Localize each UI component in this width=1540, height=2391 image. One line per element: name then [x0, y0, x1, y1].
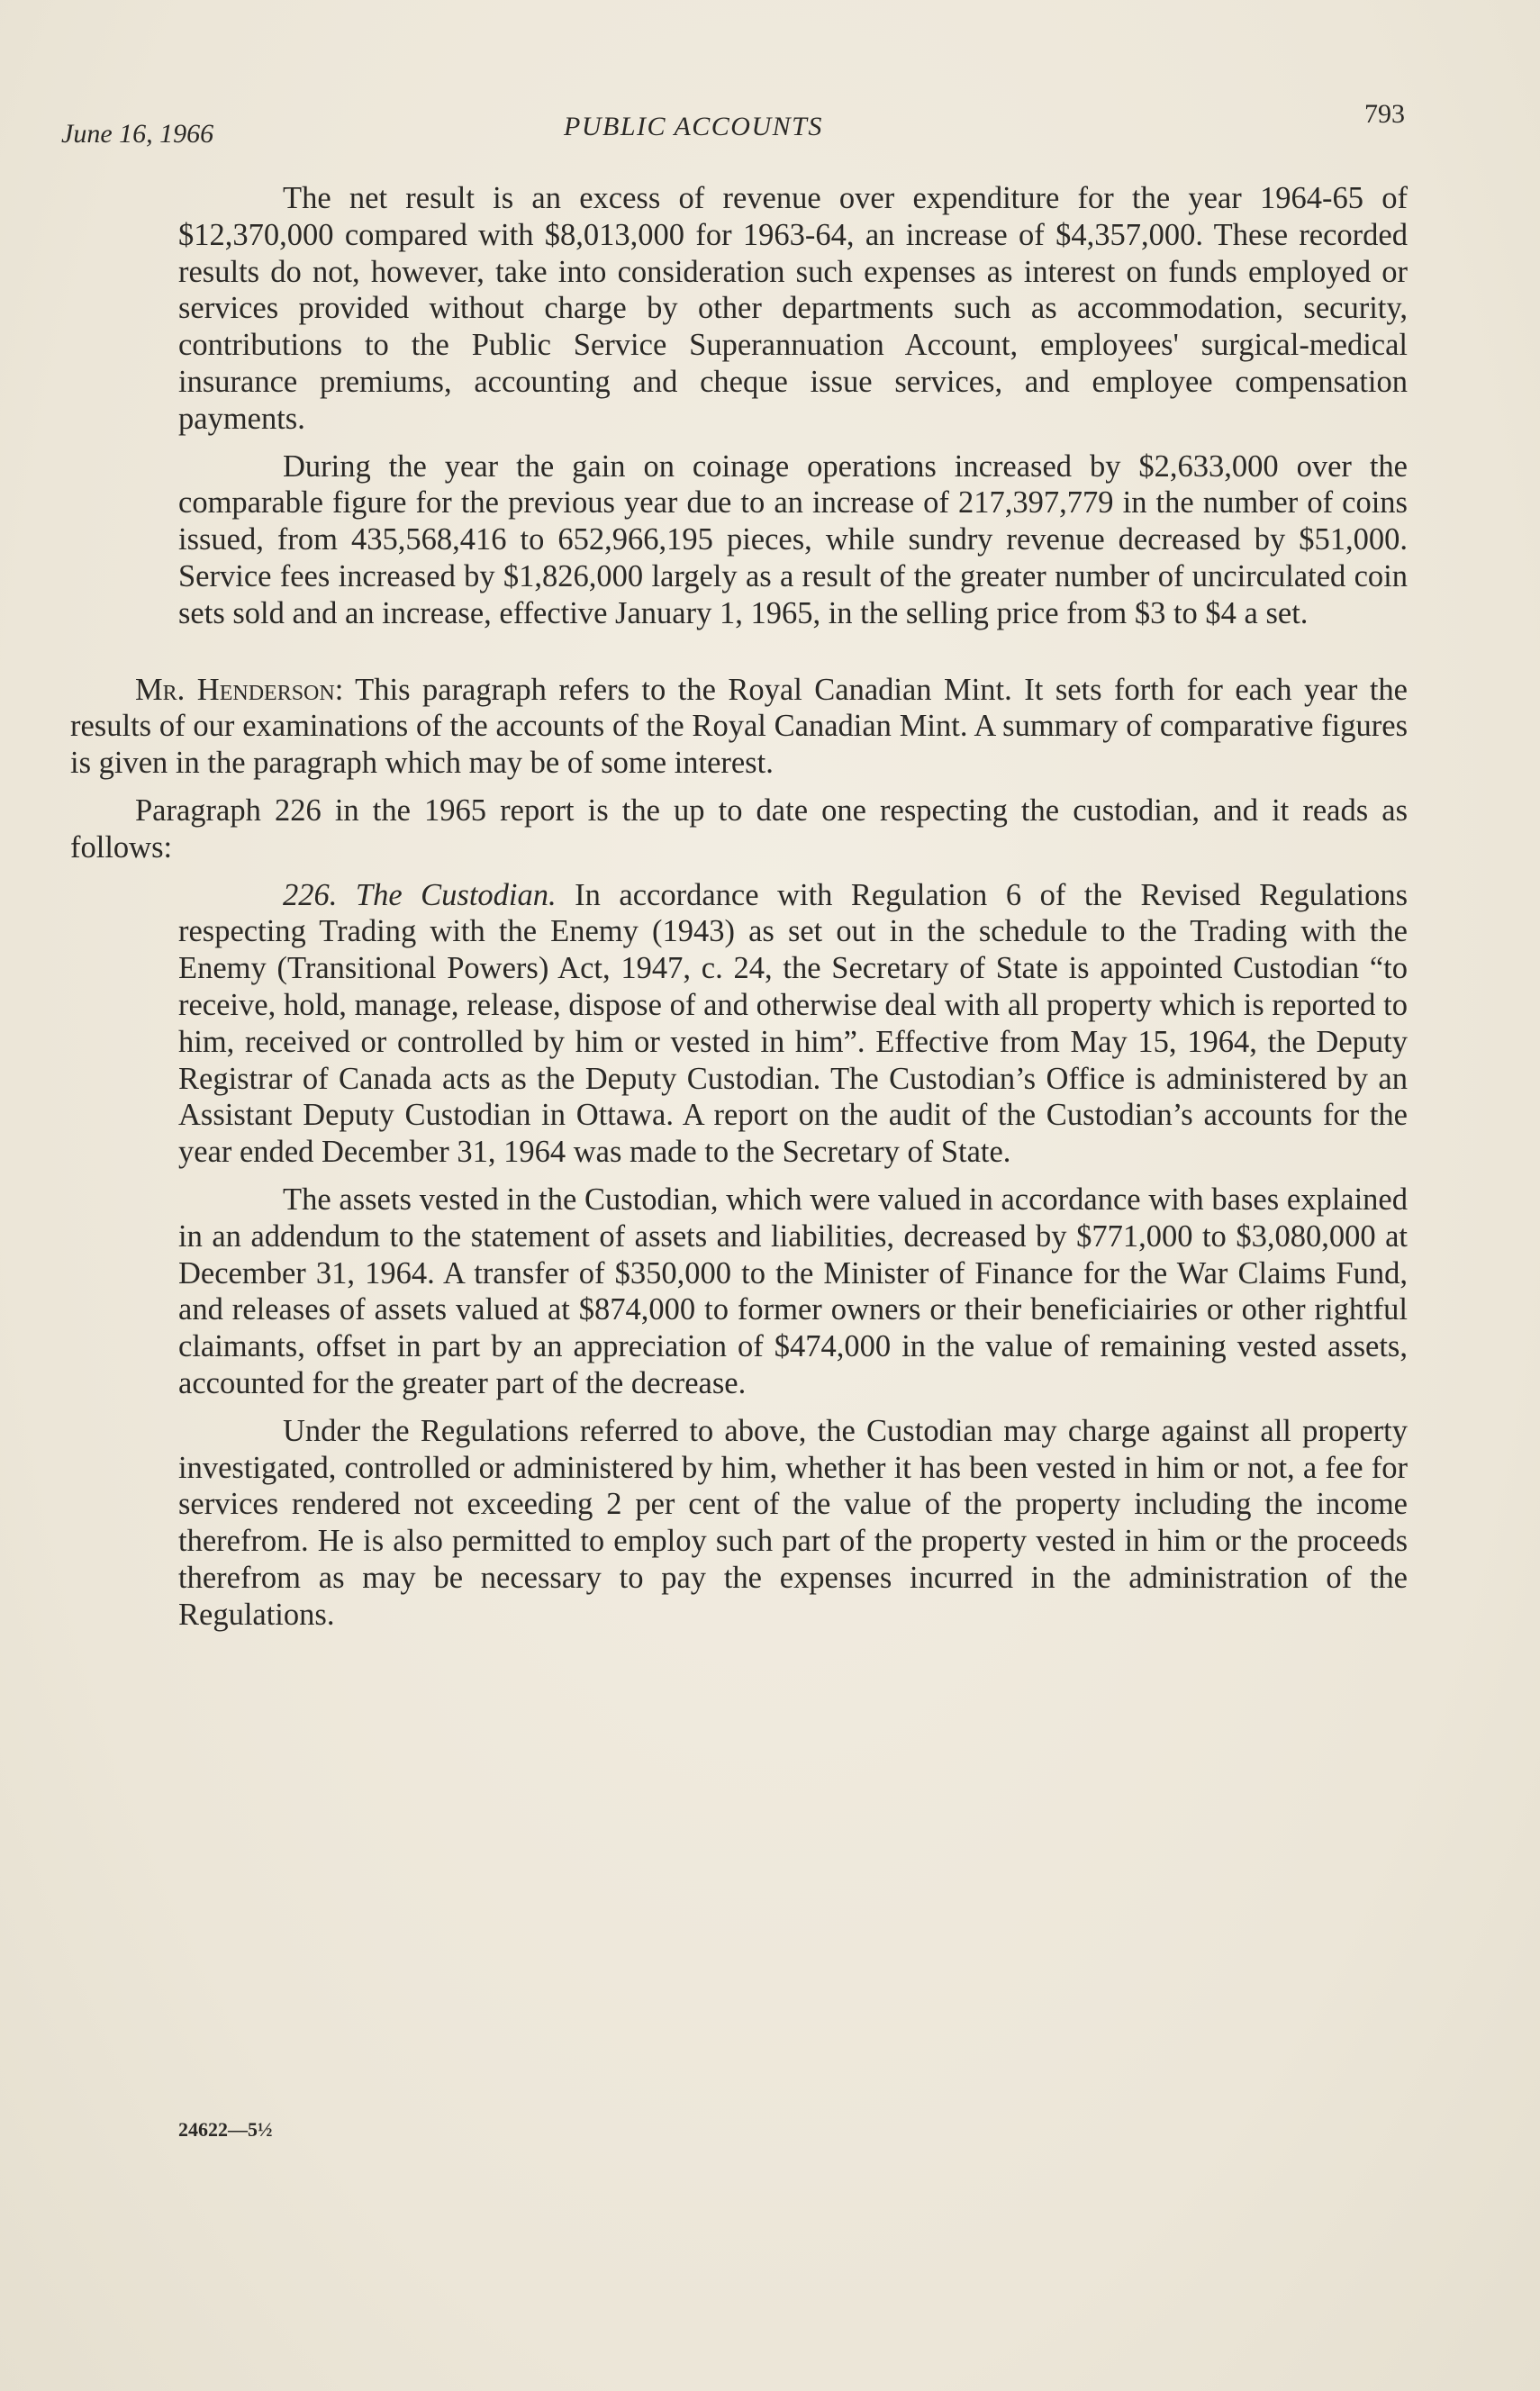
henderson-remarks: This paragraph refers to the Royal Canadian Mint. It sets forth for each year the results of our examinations of the accounts of the Royal Canadian Mint. A summary of comparative figures is given in the paragraph which may be of some interest. — [70, 672, 1408, 781]
quoted-paragraph-226 — [70, 877, 1408, 1634]
paragraph-custodian — [178, 877, 1408, 1171]
custodian-heading: 226. The Custodian. — [283, 877, 557, 912]
paragraph-coinage: During the year the gain on coinage operations increased by $2,633,000 over the comparable figure for the previous year due to an increase of 217,397,779 in the number of coins issued, from 435,568,416 to 652,966,195 pieces, while sundry revenue decreased by $51,000. Service fees increased by $1,826,000 largely as a result of the greater number of uncirculated coin sets sold and an increase, effective January 1, 1965, in the selling price from $3 to $4 a set. — [178, 448, 1408, 630]
printer-signature: 24622—5½ — [178, 2118, 273, 2141]
paragraph-henderson — [70, 672, 1408, 782]
custodian-text: In accordance with Regulation 6 of the Revised Regulations respecting Trading with the Enemy (1943) as set out in the schedule to the Trading with the Enemy (Transitional Powers) Act, 1947, c. 24, the Secretary of State is appointed Custodian “to receive, hold, manage, release, dispose of and otherwise deal with all property which is reported to him, received or controlled by him or vested in him”. Effective from May 15, 1964, the Deputy Registrar of Canada acts as the Deputy Custodian. The Custodian’s Office is administered by an Assistant Deputy Custodian in Ottawa. A report on the audit of the Custodian’s accounts for the year ended December 31, 1964 was made to the Secretary of State. — [178, 877, 1409, 1170]
paragraph-assets: The assets vested in the Custodian, which were valued in accordance with bases explained in an addendum to the statement of assets and liabilities, decreased by $771,000 to $3,080,000 at December 31, 1964. A transfer of $350,000 to the Minister of Finance for the War Claims Fund, and releases of assets valued at $874,000 to former owners or their beneficiairies or other rightful claimants, offset in part by an appreciation of $474,000 in the value of remaining vested assets, accounted for the greater part of the decrease. — [178, 1182, 1408, 1400]
running-header — [61, 99, 1405, 160]
paragraph-226-intro: Paragraph 226 in the 1965 report is the up to date one respecting the custodian, and it reads as follows: — [70, 792, 1408, 865]
quoted-continuation — [70, 180, 1408, 632]
page-number: 793 — [1364, 99, 1405, 129]
speaker-name: Mr. Henderson: — [135, 672, 344, 707]
header-title: PUBLIC ACCOUNTS — [564, 112, 823, 141]
paragraph-regulations: Under the Regulations referred to above, the Custodian may charge against all property investigated, controlled or administered by him, whether it has been vested in him or not, a fee for services rendered not exceeding 2 per cent of the value of the property including the income therefrom. He is also permitted to employ such part of the property vested in him or the proceeds therefrom as may be necessary to pay the expenses incurred in the administration of the Regulations. — [178, 1413, 1408, 1632]
paragraph-net-result: The net result is an excess of revenue over expenditure for the year 1964-65 of $12,370,000 compared with $8,013,000 for 1963-64, an increase of $4,357,000. These recorded results do not, however, take into consideration such expenses as interest on funds employed or services provided without charge by other departments such as accommodation, security, contributions to the Public Service Superannuation Account, employees' surgical-medical insurance premiums, accounting and cheque issue services, and employee compensation payments. — [178, 181, 1408, 436]
header-date: June 16, 1966 — [61, 119, 214, 149]
document-body — [70, 180, 1408, 1633]
